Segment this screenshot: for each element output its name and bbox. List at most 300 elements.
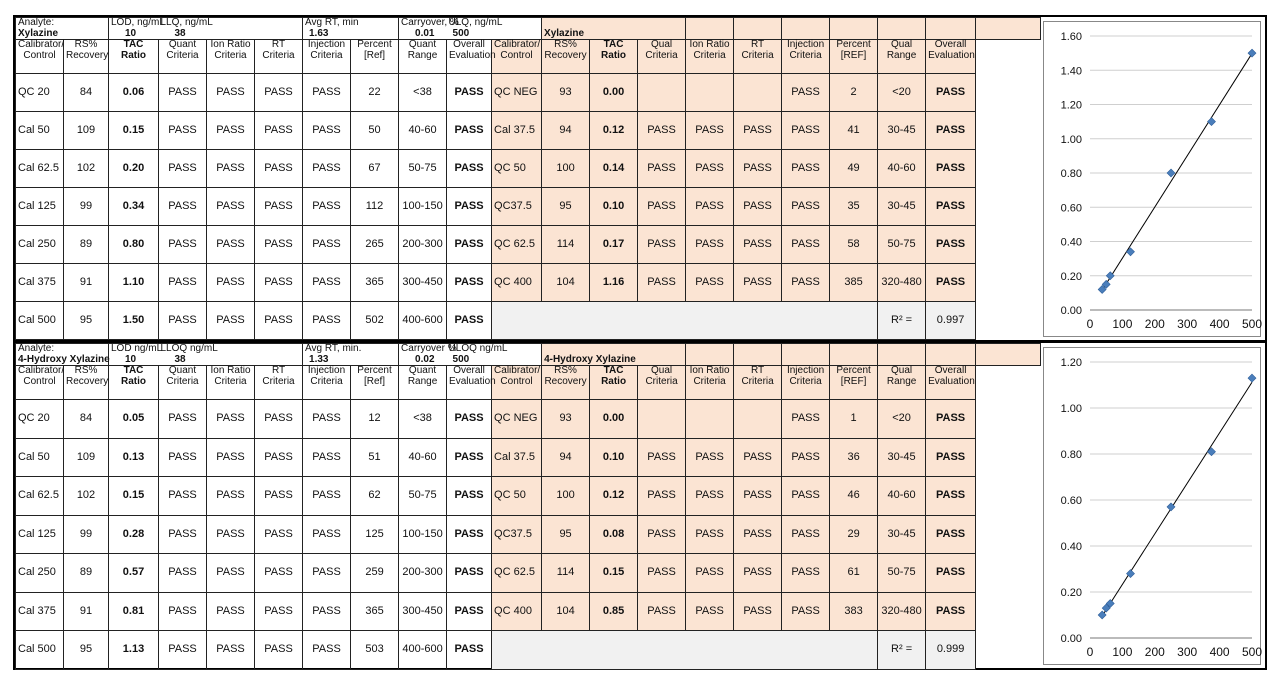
header-spacer bbox=[686, 18, 734, 40]
r2-label: R² = bbox=[878, 302, 926, 340]
table-row bbox=[16, 631, 1041, 670]
table-cell: PASS bbox=[782, 477, 830, 516]
table-cell: PASS bbox=[638, 554, 686, 593]
table-cell: PASS bbox=[447, 112, 492, 150]
xylazine-panel bbox=[15, 17, 1265, 340]
table-cell bbox=[734, 74, 782, 112]
table-cell: PASS bbox=[255, 631, 303, 670]
table-cell: 0.00 bbox=[590, 74, 638, 112]
data-point bbox=[1208, 118, 1216, 126]
table-cell: PASS bbox=[255, 400, 303, 439]
table-cell: PASS bbox=[207, 592, 255, 631]
table-cell: 91 bbox=[64, 592, 109, 631]
llq-header: LLQ, ng/mL 38 bbox=[159, 18, 303, 40]
table-cell: PASS bbox=[207, 150, 255, 188]
header-spacer bbox=[734, 344, 782, 366]
table-cell: PASS bbox=[159, 438, 207, 477]
table-cell: 30-45 bbox=[878, 188, 926, 226]
table-cell: PASS bbox=[638, 112, 686, 150]
table-cell: PASS bbox=[782, 554, 830, 593]
table-cell: 49 bbox=[830, 150, 878, 188]
table-cell: 102 bbox=[64, 477, 109, 516]
table-cell: PASS bbox=[782, 150, 830, 188]
y-tick-label: 0.60 bbox=[1060, 202, 1082, 215]
y-tick-label: 0.40 bbox=[1060, 541, 1082, 553]
table-cell: PASS bbox=[159, 400, 207, 439]
table-cell: PASS bbox=[159, 302, 207, 340]
x-tick-label: 400 bbox=[1209, 645, 1230, 659]
column-header: RS% Recovery bbox=[542, 366, 590, 400]
table-cell: 0.15 bbox=[109, 112, 159, 150]
table-cell: PASS bbox=[207, 188, 255, 226]
table-row bbox=[16, 515, 1041, 554]
x-tick-label: 300 bbox=[1177, 645, 1198, 659]
table-cell: 104 bbox=[542, 264, 590, 302]
y-tick-label: 1.00 bbox=[1060, 403, 1082, 415]
table-cell: PASS bbox=[303, 438, 351, 477]
table-cell: Cal 62.5 bbox=[16, 150, 64, 188]
table-cell: PASS bbox=[686, 592, 734, 631]
table-cell: 2 bbox=[830, 74, 878, 112]
table-cell: Cal 500 bbox=[16, 631, 64, 670]
table-cell: 0.85 bbox=[590, 592, 638, 631]
hydroxy-xylazine-panel bbox=[15, 340, 1265, 670]
llq-header: LLOQ ng/mL 38 bbox=[159, 344, 303, 366]
table-cell: 94 bbox=[542, 438, 590, 477]
table-cell: PASS bbox=[638, 188, 686, 226]
column-header: Percent [REF] bbox=[830, 40, 878, 74]
column-header: Quant Range bbox=[399, 40, 447, 74]
table-cell: PASS bbox=[638, 226, 686, 264]
y-tick-label: 0.80 bbox=[1060, 449, 1082, 461]
column-header: TAC Ratio bbox=[590, 366, 638, 400]
table-cell: 265 bbox=[351, 226, 399, 264]
table-cell: PASS bbox=[207, 515, 255, 554]
table-cell: PASS bbox=[447, 631, 492, 670]
table-row bbox=[16, 302, 1041, 340]
table-cell: 383 bbox=[830, 592, 878, 631]
column-header: TAC Ratio bbox=[109, 366, 159, 400]
results-frame bbox=[13, 15, 1267, 670]
table-cell: 114 bbox=[542, 226, 590, 264]
table-cell: 62 bbox=[351, 477, 399, 516]
table-cell: PASS bbox=[159, 150, 207, 188]
table-cell: PASS bbox=[782, 438, 830, 477]
trendline bbox=[1102, 382, 1252, 616]
table-cell: Cal 375 bbox=[16, 592, 64, 631]
table-cell: PASS bbox=[159, 74, 207, 112]
table-cell: PASS bbox=[926, 112, 976, 150]
column-header: Ion Ratio Criteria bbox=[686, 366, 734, 400]
y-tick-label: 0.60 bbox=[1060, 495, 1082, 507]
table-cell: 0.15 bbox=[590, 554, 638, 593]
table-cell: PASS bbox=[207, 400, 255, 439]
y-tick-label: 0.00 bbox=[1060, 305, 1082, 317]
table-cell: PASS bbox=[686, 264, 734, 302]
header-spacer bbox=[976, 344, 1041, 366]
column-header: Ion Ratio Criteria bbox=[207, 366, 255, 400]
table-cell: PASS bbox=[447, 74, 492, 112]
table-cell: PASS bbox=[782, 264, 830, 302]
table-cell: PASS bbox=[159, 477, 207, 516]
table-cell: PASS bbox=[303, 226, 351, 264]
table-cell: 89 bbox=[64, 554, 109, 593]
column-header: Overall Evaluation bbox=[926, 40, 976, 74]
table-cell: PASS bbox=[447, 188, 492, 226]
carryover-header: Carryover, % 0.01 bbox=[399, 18, 447, 40]
table-cell: 84 bbox=[64, 74, 109, 112]
table-row bbox=[16, 477, 1041, 516]
table-cell: 1 bbox=[830, 400, 878, 439]
table-cell: Cal 250 bbox=[16, 554, 64, 593]
column-header: Injection Criteria bbox=[303, 366, 351, 400]
x-tick-label: 400 bbox=[1209, 317, 1230, 331]
table-cell: PASS bbox=[782, 112, 830, 150]
column-header: Percent [Ref] bbox=[351, 40, 399, 74]
x-tick-label: 100 bbox=[1112, 317, 1133, 331]
table-cell: 36 bbox=[830, 438, 878, 477]
table-cell: 95 bbox=[542, 515, 590, 554]
table-cell: 200-300 bbox=[399, 226, 447, 264]
column-header: Qual Criteria bbox=[638, 366, 686, 400]
table-cell: PASS bbox=[926, 226, 976, 264]
column-header: Calibrator/ Control bbox=[492, 366, 542, 400]
table-cell: PASS bbox=[638, 438, 686, 477]
x-tick-label: 500 bbox=[1241, 645, 1263, 659]
column-header: Overall Evaluation bbox=[447, 366, 492, 400]
table-cell: QC 400 bbox=[492, 592, 542, 631]
table-cell: 0.20 bbox=[109, 150, 159, 188]
table-cell: PASS bbox=[686, 188, 734, 226]
table-cell: 91 bbox=[64, 264, 109, 302]
table-cell: 30-45 bbox=[878, 438, 926, 477]
table-cell bbox=[638, 74, 686, 112]
table-cell: PASS bbox=[926, 74, 976, 112]
table-cell: 0.15 bbox=[109, 477, 159, 516]
table-cell: 0.14 bbox=[590, 150, 638, 188]
header-spacer bbox=[878, 18, 926, 40]
y-tick-label: 1.00 bbox=[1060, 133, 1082, 146]
table-cell: PASS bbox=[159, 631, 207, 670]
table-cell: PASS bbox=[207, 74, 255, 112]
column-header: Calibrator/ Control bbox=[16, 366, 64, 400]
table-cell: 22 bbox=[351, 74, 399, 112]
table-cell: 0.06 bbox=[109, 74, 159, 112]
table-cell: 400-600 bbox=[399, 302, 447, 340]
r2-spacer bbox=[492, 631, 878, 670]
table-cell: PASS bbox=[207, 477, 255, 516]
header-spacer bbox=[782, 344, 830, 366]
table-cell: 112 bbox=[351, 188, 399, 226]
table-cell: 50-75 bbox=[878, 554, 926, 593]
table-cell: 41 bbox=[830, 112, 878, 150]
y-tick-label: 0.40 bbox=[1060, 236, 1082, 249]
header-spacer bbox=[926, 344, 976, 366]
table-cell: 1.50 bbox=[109, 302, 159, 340]
column-header: Calibrator/ Control bbox=[16, 40, 64, 74]
lod-header: LOD, ng/mL 10 bbox=[109, 18, 159, 40]
table-cell: PASS bbox=[926, 515, 976, 554]
table-cell: Cal 500 bbox=[16, 302, 64, 340]
y-tick-label: 1.40 bbox=[1060, 65, 1082, 78]
column-header: Percent [Ref] bbox=[351, 366, 399, 400]
table-cell: QC NEG bbox=[492, 74, 542, 112]
column-header: Quant Criteria bbox=[159, 40, 207, 74]
column-header: Ion Ratio Criteria bbox=[686, 40, 734, 74]
table-cell: 40-60 bbox=[878, 477, 926, 516]
table-cell: PASS bbox=[447, 592, 492, 631]
table-cell: 30-45 bbox=[878, 515, 926, 554]
table-cell: 1.10 bbox=[109, 264, 159, 302]
table-cell: 0.13 bbox=[109, 438, 159, 477]
table-cell: PASS bbox=[686, 226, 734, 264]
trendline bbox=[1102, 53, 1252, 290]
table-cell: 50-75 bbox=[878, 226, 926, 264]
table-cell: QC 50 bbox=[492, 150, 542, 188]
table-cell: 502 bbox=[351, 302, 399, 340]
table-cell: Cal 37.5 bbox=[492, 438, 542, 477]
y-tick-label: 0.20 bbox=[1060, 270, 1082, 283]
table-cell: PASS bbox=[207, 631, 255, 670]
table-cell: PASS bbox=[447, 554, 492, 593]
table-cell: 100 bbox=[542, 477, 590, 516]
column-header: Qual Criteria bbox=[638, 40, 686, 74]
ulq-header: ULOQ ng/mL 500 bbox=[447, 344, 542, 366]
table-cell: QC 20 bbox=[16, 74, 64, 112]
table-cell: 259 bbox=[351, 554, 399, 593]
table-cell: 93 bbox=[542, 74, 590, 112]
table-cell: PASS bbox=[447, 150, 492, 188]
table-cell: 104 bbox=[542, 592, 590, 631]
table-cell: Cal 375 bbox=[16, 264, 64, 302]
r2-value: 0.997 bbox=[926, 302, 976, 340]
table-cell: PASS bbox=[686, 150, 734, 188]
table-cell: PASS bbox=[255, 477, 303, 516]
table-cell: QC37.5 bbox=[492, 188, 542, 226]
table-cell: 102 bbox=[64, 150, 109, 188]
table-cell: 109 bbox=[64, 438, 109, 477]
table-cell: 0.81 bbox=[109, 592, 159, 631]
table-cell: PASS bbox=[782, 226, 830, 264]
table-cell: 50-75 bbox=[399, 150, 447, 188]
table-cell: 365 bbox=[351, 264, 399, 302]
ulq-header: ULQ, ng/mL 500 bbox=[447, 18, 542, 40]
table-cell: PASS bbox=[255, 515, 303, 554]
table-cell: 99 bbox=[64, 188, 109, 226]
rt-header: Avg RT, min. 1.33 bbox=[303, 344, 399, 366]
carryover-header: Carryover % 0.02 bbox=[399, 344, 447, 366]
column-header: Qual Range bbox=[878, 366, 926, 400]
table-cell bbox=[638, 400, 686, 439]
table-cell: PASS bbox=[207, 554, 255, 593]
table-cell: 35 bbox=[830, 188, 878, 226]
table-cell: QC 400 bbox=[492, 264, 542, 302]
table-cell: PASS bbox=[255, 302, 303, 340]
table-cell: PASS bbox=[159, 515, 207, 554]
table-cell: PASS bbox=[734, 112, 782, 150]
table-cell: PASS bbox=[734, 438, 782, 477]
table-cell: 29 bbox=[830, 515, 878, 554]
table-cell: 94 bbox=[542, 112, 590, 150]
calibration-chart-svg bbox=[1044, 22, 1263, 336]
table-cell: 0.34 bbox=[109, 188, 159, 226]
table-cell: PASS bbox=[638, 264, 686, 302]
table-row bbox=[16, 150, 1041, 188]
table-cell: PASS bbox=[926, 477, 976, 516]
table-row bbox=[16, 554, 1041, 593]
table-cell: PASS bbox=[734, 592, 782, 631]
table-cell: PASS bbox=[686, 477, 734, 516]
header-spacer bbox=[926, 18, 976, 40]
table-cell: QC 50 bbox=[492, 477, 542, 516]
table-cell: PASS bbox=[255, 112, 303, 150]
results-table bbox=[15, 17, 1041, 340]
table-cell: PASS bbox=[303, 264, 351, 302]
header-spacer bbox=[878, 344, 926, 366]
column-header: Quant Criteria bbox=[159, 366, 207, 400]
table-cell: PASS bbox=[926, 400, 976, 439]
table-cell: PASS bbox=[926, 150, 976, 188]
column-header: Injection Criteria bbox=[782, 366, 830, 400]
table-cell: Cal 50 bbox=[16, 438, 64, 477]
table-cell: <20 bbox=[878, 74, 926, 112]
table-cell: PASS bbox=[303, 554, 351, 593]
y-tick-label: 1.60 bbox=[1060, 31, 1082, 43]
table-cell: PASS bbox=[207, 264, 255, 302]
table-cell: QC 62.5 bbox=[492, 226, 542, 264]
table-cell: 0.05 bbox=[109, 400, 159, 439]
x-tick-label: 100 bbox=[1112, 645, 1133, 659]
table-cell: PASS bbox=[734, 150, 782, 188]
table-cell: QC37.5 bbox=[492, 515, 542, 554]
column-header: Percent [REF] bbox=[830, 366, 878, 400]
calibration-chart-svg bbox=[1044, 348, 1263, 664]
table-cell: PASS bbox=[686, 554, 734, 593]
table-cell: Cal 125 bbox=[16, 515, 64, 554]
right-title: Xylazine bbox=[542, 18, 686, 40]
table-cell: Cal 37.5 bbox=[492, 112, 542, 150]
table-cell: PASS bbox=[303, 150, 351, 188]
table-cell: Cal 50 bbox=[16, 112, 64, 150]
table-cell: PASS bbox=[782, 188, 830, 226]
table-cell: PASS bbox=[447, 302, 492, 340]
table-cell: PASS bbox=[159, 188, 207, 226]
column-header: RS% Recovery bbox=[64, 366, 109, 400]
table-cell: PASS bbox=[782, 515, 830, 554]
table-cell: PASS bbox=[638, 150, 686, 188]
table-cell: 58 bbox=[830, 226, 878, 264]
table-cell: PASS bbox=[734, 477, 782, 516]
table-cell: PASS bbox=[926, 188, 976, 226]
y-tick-label: 0.00 bbox=[1060, 633, 1082, 645]
table-cell: PASS bbox=[447, 477, 492, 516]
column-header: Ion Ratio Criteria bbox=[207, 40, 255, 74]
table-cell: 100-150 bbox=[399, 515, 447, 554]
table-cell: PASS bbox=[926, 554, 976, 593]
table-cell: 40-60 bbox=[399, 438, 447, 477]
table-cell: 1.13 bbox=[109, 631, 159, 670]
table-cell bbox=[734, 400, 782, 439]
table-row bbox=[16, 592, 1041, 631]
y-tick-label: 1.20 bbox=[1060, 99, 1082, 112]
table-cell: 0.10 bbox=[590, 188, 638, 226]
table-cell: 503 bbox=[351, 631, 399, 670]
table-cell: PASS bbox=[303, 112, 351, 150]
table-cell: PASS bbox=[303, 188, 351, 226]
lod-header: LOD ng/mL 10 bbox=[109, 344, 159, 366]
table-row bbox=[16, 226, 1041, 264]
table-cell: PASS bbox=[159, 264, 207, 302]
table-row bbox=[16, 264, 1041, 302]
header-spacer bbox=[782, 18, 830, 40]
table-row bbox=[16, 112, 1041, 150]
table-cell: PASS bbox=[926, 264, 976, 302]
table-cell: 100 bbox=[542, 150, 590, 188]
table-cell: PASS bbox=[255, 74, 303, 112]
table-cell: PASS bbox=[303, 400, 351, 439]
header-spacer bbox=[976, 18, 1041, 40]
table-cell: Cal 250 bbox=[16, 226, 64, 264]
table-cell: PASS bbox=[686, 515, 734, 554]
table-cell: PASS bbox=[447, 515, 492, 554]
table-cell: 320-480 bbox=[878, 592, 926, 631]
table-cell: 40-60 bbox=[399, 112, 447, 150]
table-cell: 0.00 bbox=[590, 400, 638, 439]
table-cell: PASS bbox=[782, 74, 830, 112]
table-cell: PASS bbox=[303, 515, 351, 554]
table-cell: PASS bbox=[686, 112, 734, 150]
column-header: RT Criteria bbox=[255, 40, 303, 74]
table-cell: 95 bbox=[64, 302, 109, 340]
x-tick-label: 0 bbox=[1086, 645, 1094, 659]
column-header: Overall Evaluation bbox=[447, 40, 492, 74]
table-cell: PASS bbox=[159, 554, 207, 593]
table-cell: PASS bbox=[734, 188, 782, 226]
table-cell: PASS bbox=[926, 592, 976, 631]
table-cell: PASS bbox=[734, 515, 782, 554]
r2-spacer bbox=[492, 302, 878, 340]
column-header: TAC Ratio bbox=[109, 40, 159, 74]
data-point bbox=[1248, 374, 1256, 382]
column-header: RT Criteria bbox=[734, 40, 782, 74]
table-cell: PASS bbox=[734, 554, 782, 593]
table-cell: QC NEG bbox=[492, 400, 542, 439]
table-cell: 200-300 bbox=[399, 554, 447, 593]
table-cell: PASS bbox=[638, 592, 686, 631]
table-cell: PASS bbox=[255, 438, 303, 477]
column-header: Quant Range bbox=[399, 366, 447, 400]
table-cell: 400-600 bbox=[399, 631, 447, 670]
data-point bbox=[1248, 49, 1256, 57]
column-header: Qual Range bbox=[878, 40, 926, 74]
calibration-chart bbox=[1043, 347, 1261, 665]
table-cell: 40-60 bbox=[878, 150, 926, 188]
table-cell: PASS bbox=[255, 150, 303, 188]
table-row bbox=[16, 74, 1041, 112]
column-header: Injection Criteria bbox=[782, 40, 830, 74]
table-cell: PASS bbox=[303, 592, 351, 631]
x-tick-label: 0 bbox=[1086, 317, 1094, 331]
table-cell: PASS bbox=[255, 554, 303, 593]
table-cell: PASS bbox=[159, 226, 207, 264]
table-cell: PASS bbox=[255, 188, 303, 226]
table-cell: PASS bbox=[207, 302, 255, 340]
table-cell: 95 bbox=[64, 631, 109, 670]
table-cell: 99 bbox=[64, 515, 109, 554]
table-cell: PASS bbox=[303, 74, 351, 112]
results-table bbox=[15, 343, 1041, 670]
calibration-chart bbox=[1043, 21, 1261, 337]
